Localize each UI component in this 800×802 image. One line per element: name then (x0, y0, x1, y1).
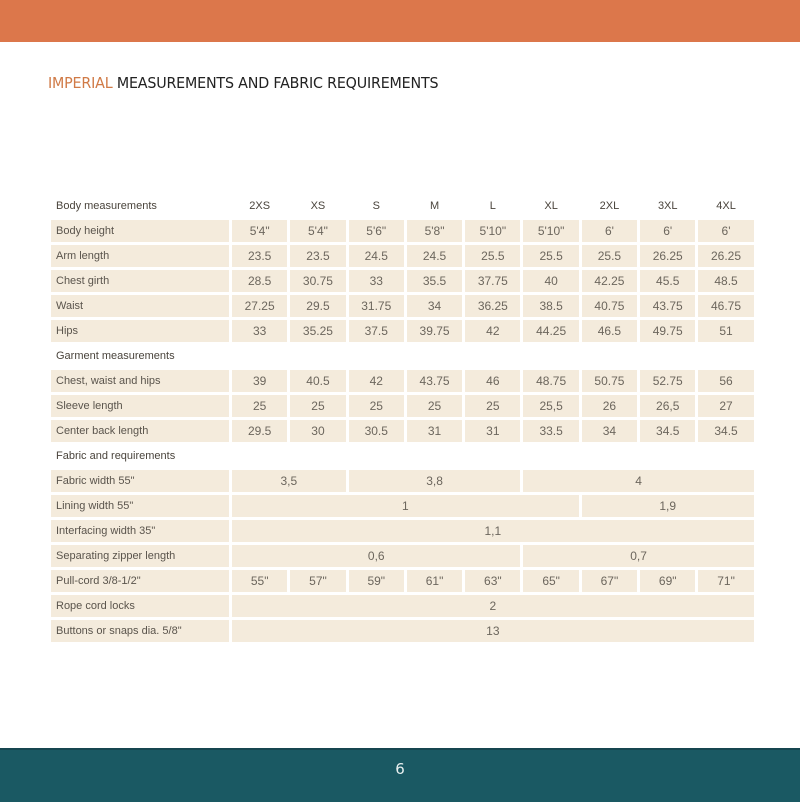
fabric-cell: 13 (232, 620, 754, 642)
cell-s: 37.5 (349, 320, 404, 342)
cell-m: 39.75 (407, 320, 462, 342)
cell-l: 25 (465, 395, 520, 417)
page-title (48, 74, 438, 92)
cell-xs: 23.5 (290, 245, 345, 267)
cell-m: 5'8" (407, 220, 462, 242)
size-header-l: L (489, 200, 496, 212)
table-row (51, 220, 754, 242)
cell-m: 24.5 (407, 245, 462, 267)
cell-xs: 29.5 (290, 295, 345, 317)
cell-2xl: 46.5 (582, 320, 637, 342)
cell-xl: 40 (523, 270, 578, 292)
row-label: Center back length (51, 420, 229, 442)
cell-xl: 5'10" (523, 220, 578, 242)
fabric-cell: 3,8 (349, 470, 521, 492)
header-band (0, 0, 800, 42)
body-measurements-heading: Body measurements (56, 200, 157, 212)
cell-xl: 38.5 (523, 295, 578, 317)
size-header-2xs: 2XS (249, 200, 271, 212)
cell-l: 37.75 (465, 270, 520, 292)
size-header-s: S (372, 200, 380, 212)
row-label: Interfacing width 35" (51, 520, 229, 542)
fabric-cell: 71" (698, 570, 753, 592)
cell-3xl: 26,5 (640, 395, 695, 417)
cell-l: 5'10" (465, 220, 520, 242)
table-row (51, 595, 754, 617)
fabric-cell: 3,5 (232, 470, 346, 492)
size-header-xl: XL (544, 200, 558, 212)
cell-2xl: 50.75 (582, 370, 637, 392)
cell-4xl: 46.75 (698, 295, 753, 317)
cell-xs: 5'4" (290, 220, 345, 242)
fabric-cell: 57" (290, 570, 345, 592)
cell-s: 25 (349, 395, 404, 417)
table-row (51, 545, 754, 567)
footer-band (0, 748, 800, 802)
cell-s: 30.5 (349, 420, 404, 442)
cell-2xs: 23.5 (232, 245, 287, 267)
fabric-cell: 63" (465, 570, 520, 592)
size-header-2xl: 2XL (599, 200, 620, 212)
cell-3xl: 34.5 (640, 420, 695, 442)
table-row (51, 395, 754, 417)
cell-2xl: 25.5 (582, 245, 637, 267)
row-label: Waist (51, 295, 229, 317)
size-header-3xl: 3XL (657, 200, 678, 212)
cell-4xl: 6' (698, 220, 753, 242)
fabric-cell: 67" (582, 570, 637, 592)
cell-m: 25 (407, 395, 462, 417)
cell-2xs: 39 (232, 370, 287, 392)
fabric-cell: 69" (640, 570, 695, 592)
cell-2xs: 28.5 (232, 270, 287, 292)
cell-4xl: 26.25 (698, 245, 753, 267)
cell-s: 5'6" (349, 220, 404, 242)
cell-s: 42 (349, 370, 404, 392)
cell-xs: 30.75 (290, 270, 345, 292)
cell-2xs: 25 (232, 395, 287, 417)
row-label: Chest girth (51, 270, 229, 292)
cell-xs: 25 (290, 395, 345, 417)
row-label: Buttons or snaps dia. 5/8" (51, 620, 229, 642)
cell-4xl: 34.5 (698, 420, 753, 442)
cell-l: 46 (465, 370, 520, 392)
cell-2xl: 34 (582, 420, 637, 442)
cell-l: 36.25 (465, 295, 520, 317)
fabric-cell: 4 (523, 470, 753, 492)
fabric-cell: 1,9 (582, 495, 754, 517)
cell-l: 31 (465, 420, 520, 442)
size-header-4xl: 4XL (716, 200, 736, 212)
fabric-section-heading-label: Fabric and requirements (56, 450, 176, 462)
cell-xs: 35.25 (290, 320, 345, 342)
cell-4xl: 51 (698, 320, 753, 342)
cell-xl: 25.5 (523, 245, 578, 267)
fabric-cell: 61" (407, 570, 462, 592)
fabric-cell: 1 (232, 495, 579, 517)
cell-4xl: 27 (698, 395, 753, 417)
cell-3xl: 49.75 (640, 320, 695, 342)
fabric-cell: 65" (523, 570, 578, 592)
cell-4xl: 48.5 (698, 270, 753, 292)
table-row (51, 370, 754, 392)
cell-3xl: 6' (640, 220, 695, 242)
cell-xl: 33.5 (523, 420, 578, 442)
cell-s: 24.5 (349, 245, 404, 267)
cell-xl: 44.25 (523, 320, 578, 342)
fabric-cell: 2 (232, 595, 754, 617)
page-number: 6 (395, 760, 405, 778)
table-row (51, 295, 754, 317)
cell-s: 33 (349, 270, 404, 292)
cell-2xl: 40.75 (582, 295, 637, 317)
garment-section-heading (51, 345, 754, 367)
cell-2xs: 5'4" (232, 220, 287, 242)
cell-m: 35.5 (407, 270, 462, 292)
table-row (51, 320, 754, 342)
table-row (51, 470, 754, 492)
table-row (51, 620, 754, 642)
row-label: Sleeve length (51, 395, 229, 417)
cell-3xl: 43.75 (640, 295, 695, 317)
cell-3xl: 52.75 (640, 370, 695, 392)
table-row (51, 495, 754, 517)
cell-2xl: 6' (582, 220, 637, 242)
cell-4xl: 56 (698, 370, 753, 392)
size-header-row (51, 195, 754, 217)
size-header-xs: XS (310, 200, 326, 212)
cell-s: 31.75 (349, 295, 404, 317)
fabric-section-heading (51, 445, 754, 467)
row-label: Chest, waist and hips (51, 370, 229, 392)
fabric-cell: 0,6 (232, 545, 520, 567)
table-row (51, 520, 754, 542)
row-label: Body height (51, 220, 229, 242)
cell-l: 25.5 (465, 245, 520, 267)
fabric-cell: 55" (232, 570, 287, 592)
cell-xs: 40.5 (290, 370, 345, 392)
cell-3xl: 26.25 (640, 245, 695, 267)
cell-l: 42 (465, 320, 520, 342)
garment-section-heading-label: Garment measurements (56, 350, 175, 362)
row-label: Separating zipper length (51, 545, 229, 567)
row-label: Lining width 55" (51, 495, 229, 517)
row-label: Arm length (51, 245, 229, 267)
cell-xl: 25,5 (523, 395, 578, 417)
title-accent: IMPERIAL (48, 74, 113, 92)
table-row (51, 270, 754, 292)
cell-m: 43.75 (407, 370, 462, 392)
fabric-cell: 59" (349, 570, 404, 592)
fabric-cell: 1,1 (232, 520, 754, 542)
row-label: Hips (51, 320, 229, 342)
cell-xs: 30 (290, 420, 345, 442)
cell-m: 34 (407, 295, 462, 317)
cell-2xl: 26 (582, 395, 637, 417)
cell-2xs: 27.25 (232, 295, 287, 317)
cell-xl: 48.75 (523, 370, 578, 392)
table-row (51, 420, 754, 442)
row-label: Pull-cord 3/8-1/2" (51, 570, 229, 592)
cell-2xl: 42.25 (582, 270, 637, 292)
cell-m: 31 (407, 420, 462, 442)
cell-2xs: 29.5 (232, 420, 287, 442)
cell-2xs: 33 (232, 320, 287, 342)
table-row (51, 570, 754, 592)
fabric-cell: 0,7 (523, 545, 753, 567)
title-rest: MEASUREMENTS AND FABRIC REQUIREMENTS (112, 74, 439, 92)
row-label: Fabric width 55" (51, 470, 229, 492)
row-label: Rope cord locks (51, 595, 229, 617)
size-header-m: M (429, 200, 440, 212)
table-row (51, 245, 754, 267)
cell-3xl: 45.5 (640, 270, 695, 292)
size-chart-table (48, 192, 757, 645)
